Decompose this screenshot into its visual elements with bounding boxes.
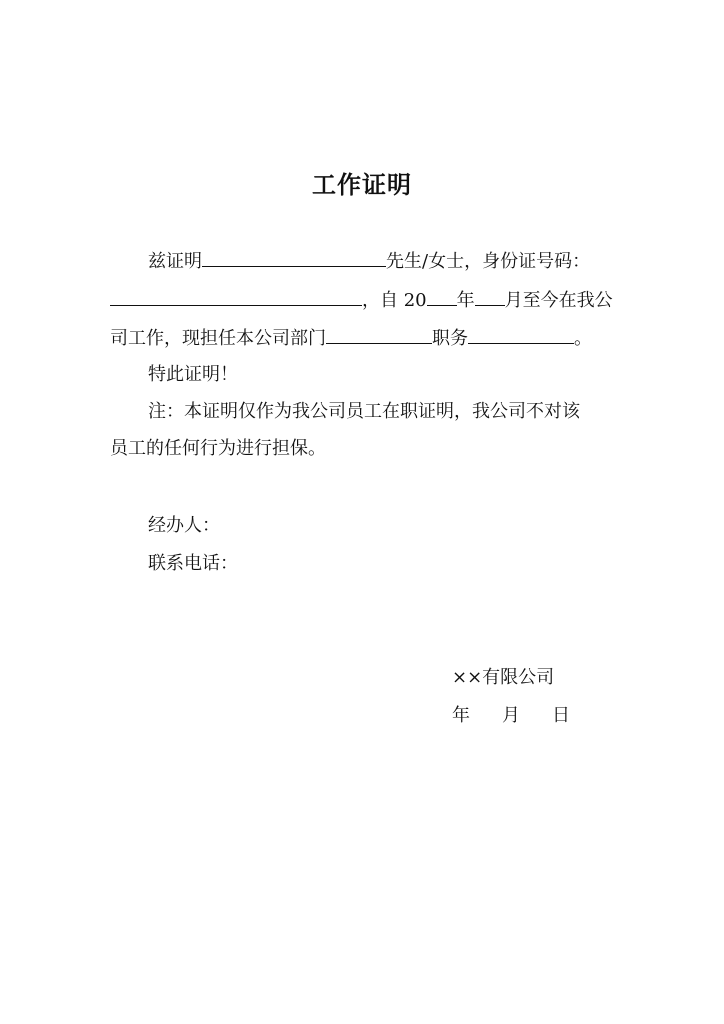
- name-blank: [202, 248, 386, 267]
- phone-label: 联系电话：: [148, 553, 238, 574]
- id-number-blank: [110, 287, 362, 306]
- prefix-text: 兹证明: [148, 251, 202, 272]
- paragraph-line-1: [148, 248, 590, 274]
- month-blank: [475, 287, 505, 306]
- year-text: 年: [456, 290, 475, 311]
- from-year-text: ，自 20: [362, 290, 427, 311]
- note-line-1: 注：本证明仅作为我公司员工在职证明，我公司不对该: [148, 401, 580, 422]
- paragraph-line-3: [110, 325, 592, 351]
- certify-text: 特此证明！: [148, 364, 238, 385]
- year-blank: [427, 287, 457, 306]
- document-title: 工作证明: [312, 171, 412, 199]
- company-name: ××有限公司: [452, 667, 555, 688]
- position-text: 职务: [432, 328, 468, 349]
- title-id-text: 先生/女士，身份证号码：: [386, 251, 591, 272]
- department-blank: [326, 325, 432, 344]
- date-month: 月: [502, 705, 520, 726]
- date-line: [452, 704, 570, 728]
- date-year: 年: [452, 705, 470, 726]
- position-blank: [468, 325, 574, 344]
- dept-prefix-text: 司工作，现担任本公司部门: [110, 328, 326, 349]
- end-text: 。: [574, 328, 592, 349]
- month-tail-text: 月至今在我公: [504, 290, 613, 311]
- note-line-2: 员工的任何行为进行担保。: [110, 438, 326, 459]
- handler-label: 经办人：: [148, 515, 220, 536]
- paragraph-line-2: [110, 287, 613, 313]
- date-day: 日: [552, 705, 570, 726]
